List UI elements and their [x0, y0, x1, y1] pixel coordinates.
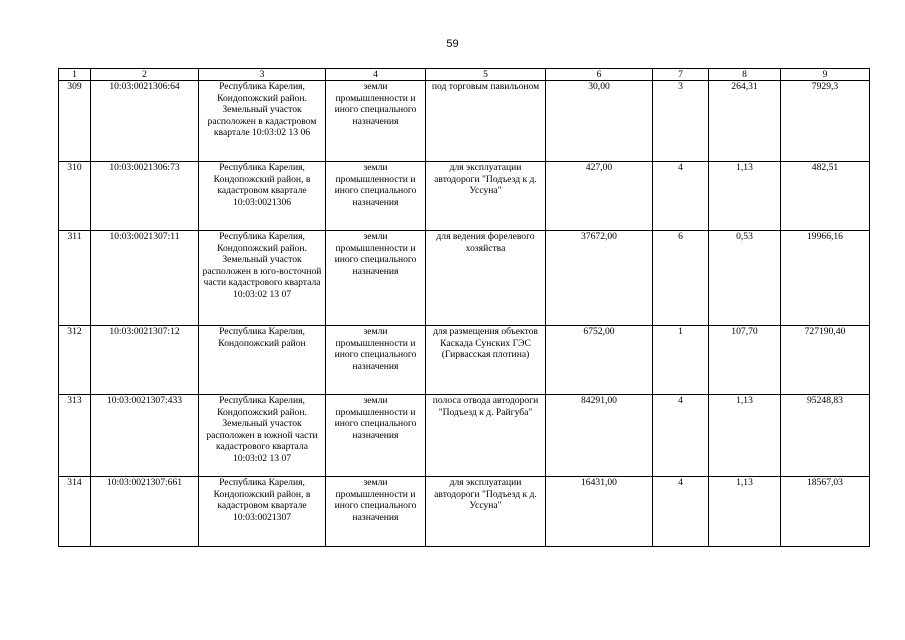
value-cell: 95248,83: [781, 395, 870, 477]
land-category-cell: земли промышленности и иного специального назначения: [326, 231, 426, 326]
column-header: 5: [426, 69, 546, 81]
location-cell: Республика Карелия, Кондопожский район, в кадастровом квартале 10:03:0021306: [199, 162, 326, 231]
rate-cell: 107,70: [709, 326, 781, 395]
column-header: 1: [59, 69, 91, 81]
cadastral-number-cell: 10:03:0021307:12: [91, 326, 199, 395]
land-category-cell: земли промышленности и иного специального назначения: [326, 395, 426, 477]
group-cell: 6: [653, 231, 709, 326]
value-cell: 482,51: [781, 162, 870, 231]
column-header: 4: [326, 69, 426, 81]
area-cell: 30,00: [546, 81, 653, 162]
land-category-cell: земли промышленности и иного специального назначения: [326, 477, 426, 547]
table-row: [59, 162, 870, 231]
row-number-cell: 311: [59, 231, 91, 326]
land-category-cell: земли промышленности и иного специального назначения: [326, 81, 426, 162]
location-cell: Республика Карелия, Кондопожский район. Земельный участок расположен в кадастровом квартале 10:03:02 13 06: [199, 81, 326, 162]
location-cell: Республика Карелия, Кондопожский район. Земельный участок расположен в юго-восточной части кадастрового квартала 10:03:02 13 07: [199, 231, 326, 326]
permitted-use-cell: полоса отвода автодороги "Подъезд к д. Райгуба": [426, 395, 546, 477]
group-cell: 4: [653, 395, 709, 477]
column-header: 2: [91, 69, 199, 81]
row-number-cell: 314: [59, 477, 91, 547]
column-header: 8: [709, 69, 781, 81]
permitted-use-cell: под торговым павильоном: [426, 81, 546, 162]
area-cell: 84291,00: [546, 395, 653, 477]
rate-cell: 1,13: [709, 162, 781, 231]
land-category-cell: земли промышленности и иного специального назначения: [326, 326, 426, 395]
cadastral-number-cell: 10:03:0021307:433: [91, 395, 199, 477]
column-header: 9: [781, 69, 870, 81]
permitted-use-cell: для эксплуатации автодороги "Подъезд к д. Уссуна": [426, 162, 546, 231]
table-row: [59, 395, 870, 477]
table-row: [59, 477, 870, 547]
table-row: [59, 326, 870, 395]
rate-cell: 1,13: [709, 395, 781, 477]
location-cell: Республика Карелия, Кондопожский район, в кадастровом квартале 10:03:0021307: [199, 477, 326, 547]
permitted-use-cell: для ведения форелевого хозяйства: [426, 231, 546, 326]
land-parcels-table: [58, 68, 870, 547]
page-number: 59: [446, 38, 459, 50]
column-header: 7: [653, 69, 709, 81]
cadastral-number-cell: 10:03:0021307:661: [91, 477, 199, 547]
permitted-use-cell: для размещения объектов Каскада Сунских ГЭС (Гирвасская плотина): [426, 326, 546, 395]
value-cell: 7929,3: [781, 81, 870, 162]
area-cell: 37672,00: [546, 231, 653, 326]
location-cell: Республика Карелия, Кондопожский район. Земельный участок расположен в южной части кадастрового квартала 10:03:02 13 07: [199, 395, 326, 477]
header-row: [59, 69, 870, 81]
rate-cell: 0,53: [709, 231, 781, 326]
cadastral-number-cell: 10:03:0021307:11: [91, 231, 199, 326]
table-row: [59, 231, 870, 326]
row-number-cell: 309: [59, 81, 91, 162]
group-cell: 4: [653, 477, 709, 547]
rate-cell: 1,13: [709, 477, 781, 547]
cadastral-number-cell: 10:03:0021306:64: [91, 81, 199, 162]
group-cell: 1: [653, 326, 709, 395]
location-cell: Республика Карелия, Кондопожский район: [199, 326, 326, 395]
row-number-cell: 312: [59, 326, 91, 395]
group-cell: 4: [653, 162, 709, 231]
row-number-cell: 310: [59, 162, 91, 231]
column-header: 3: [199, 69, 326, 81]
permitted-use-cell: для эксплуатации автодороги "Подъезд к д. Уссуна": [426, 477, 546, 547]
land-category-cell: земли промышленности и иного специального назначения: [326, 162, 426, 231]
area-cell: 6752,00: [546, 326, 653, 395]
area-cell: 16431,00: [546, 477, 653, 547]
table-row: [59, 81, 870, 162]
value-cell: 18567,03: [781, 477, 870, 547]
rate-cell: 264,31: [709, 81, 781, 162]
cadastral-number-cell: 10:03:0021306:73: [91, 162, 199, 231]
row-number-cell: 313: [59, 395, 91, 477]
value-cell: 19966,16: [781, 231, 870, 326]
area-cell: 427,00: [546, 162, 653, 231]
group-cell: 3: [653, 81, 709, 162]
value-cell: 727190,40: [781, 326, 870, 395]
column-header: 6: [546, 69, 653, 81]
